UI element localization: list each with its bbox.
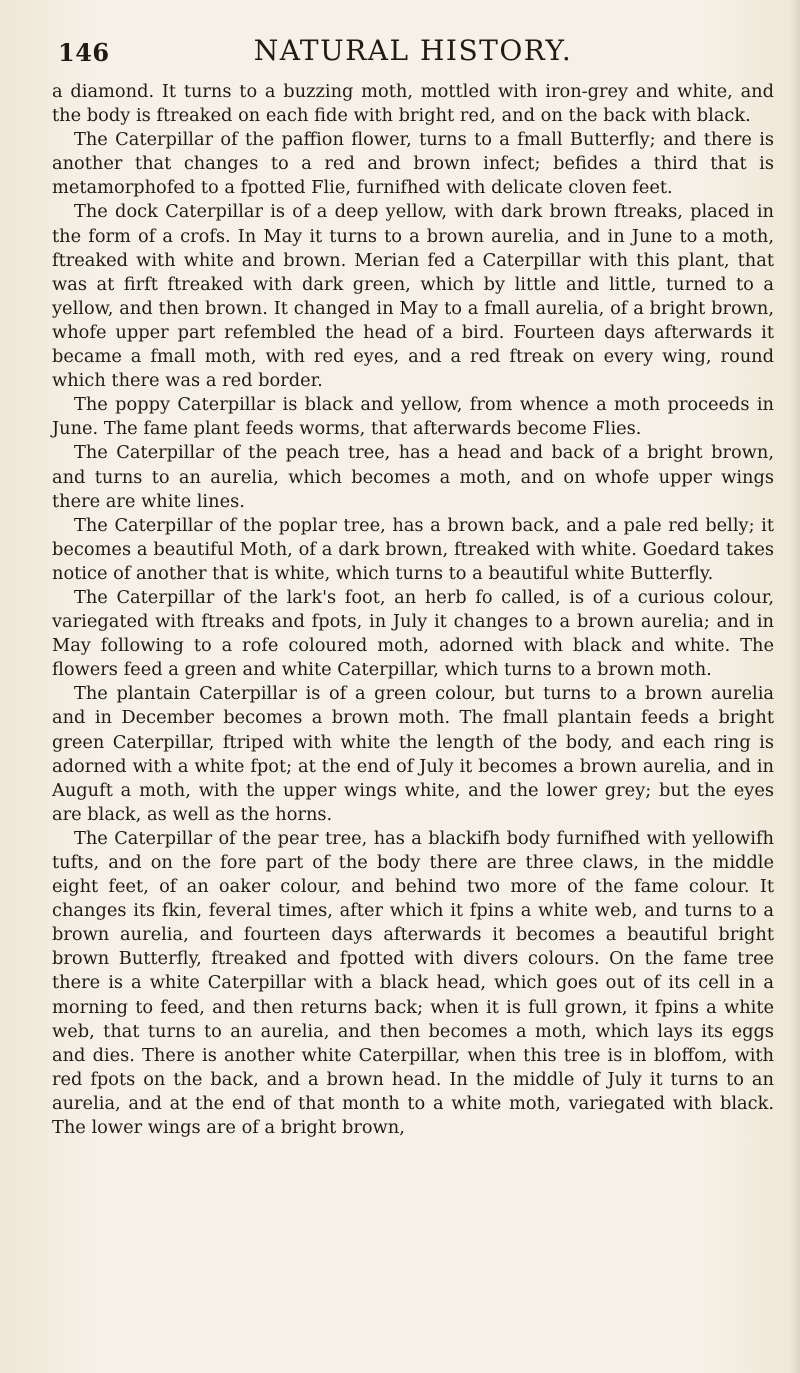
page-number: 146 [58,38,110,67]
running-head [52,34,774,68]
body-text [52,80,774,1140]
paragraph: The Caterpillar of the paffion flower, turns to a fmall Butterfly; and there is another that changes to a red and brown infect; befides a third that is metamorphofed to a fpotted Flie, furnifhed with delicate cloven feet. [52,129,774,199]
paragraph: The Caterpillar of the lark's foot, an herb fo called, is of a curious colour, variegated with ftreaks and fpots, in July it changes to a brown aurelia; and in May following to a rofe coloured moth, adorned with black and white. The flowers feed a green and white Caterpillar, which turns to a brown moth. [52,586,774,681]
paragraph: The Caterpillar of the peach tree, has a head and back of a bright brown, and turns to an aurelia, which becomes a moth, and on whofe upper wings there are white lines. [52,442,774,512]
paragraph: a diamond. It turns to a buzzing moth, mottled with iron-grey and white, and the body is ftreaked on each fide with bright red, and on the back with black. [52,81,774,127]
paragraph: The poppy Caterpillar is black and yellow, from whence a moth proceeds in June. The fame plant feeds worms, that afterwards become Flies. [52,394,774,440]
paragraph: The Caterpillar of the pear tree, has a blackifh body furnifhed with yellowifh tufts, and on the fore part of the body there are three claws, in the middle eight feet, of an oaker colour, and behind two more of the fame colour. It changes its fkin, feveral times, after which it fpins a white web, and turns to a brown aurelia, and fourteen days afterwards it becomes a beautiful bright brown Butterfly, ftreaked and fpotted with divers colours. On the fame tree there is a white Caterpillar with a black head, which goes out of its cell in a morning to feed, and then returns back; when it is full grown, it fpins a white web, that turns to an aurelia, and then becomes a moth, which lays its eggs and dies. There is another white Caterpillar, when this tree is in bloffom, with red fpots on the back, and a brown head. In the middle of July it turns to an aurelia, and at the end of that month to a white moth, variegated with black. The lower wings are of a bright brown, [52,827,774,1139]
paragraph: The Caterpillar of the poplar tree, has a brown back, and a pale red belly; it becomes a beautiful Moth, of a dark brown, ftreaked with white. Goedard takes notice of another that is white, which turns to a beautiful white Butterfly. [52,514,774,584]
paragraph: The dock Caterpillar is of a deep yellow, with dark brown ftreaks, placed in the form of a crofs. In May it turns to a brown aurelia, and in June to a moth, ftreaked with white and brown. Merian fed a Caterpillar with this plant, that was at firft ftreaked with dark green, which by little and little, turned to a yellow, and then brown. It changed in May to a fmall aurelia, of a bright brown, whofe upper part refembled the head of a bird. Fourteen days afterwards it became a fmall moth, with red eyes, and a red ftreak on every wing, round which there was a red border. [52,201,774,392]
running-title: NATURAL HISTORY. [253,34,573,67]
paragraph: The plantain Caterpillar is of a green colour, but turns to a brown aurelia and in December becomes a brown moth. The fmall plantain feeds a bright green Caterpillar, ftriped with white the length of the body, and each ring is adorned with a white fpot; at the end of July it becomes a brown aurelia, and in Auguft a moth, with the upper wings white, and the lower grey; but the eyes are black, as well as the horns. [52,683,774,825]
